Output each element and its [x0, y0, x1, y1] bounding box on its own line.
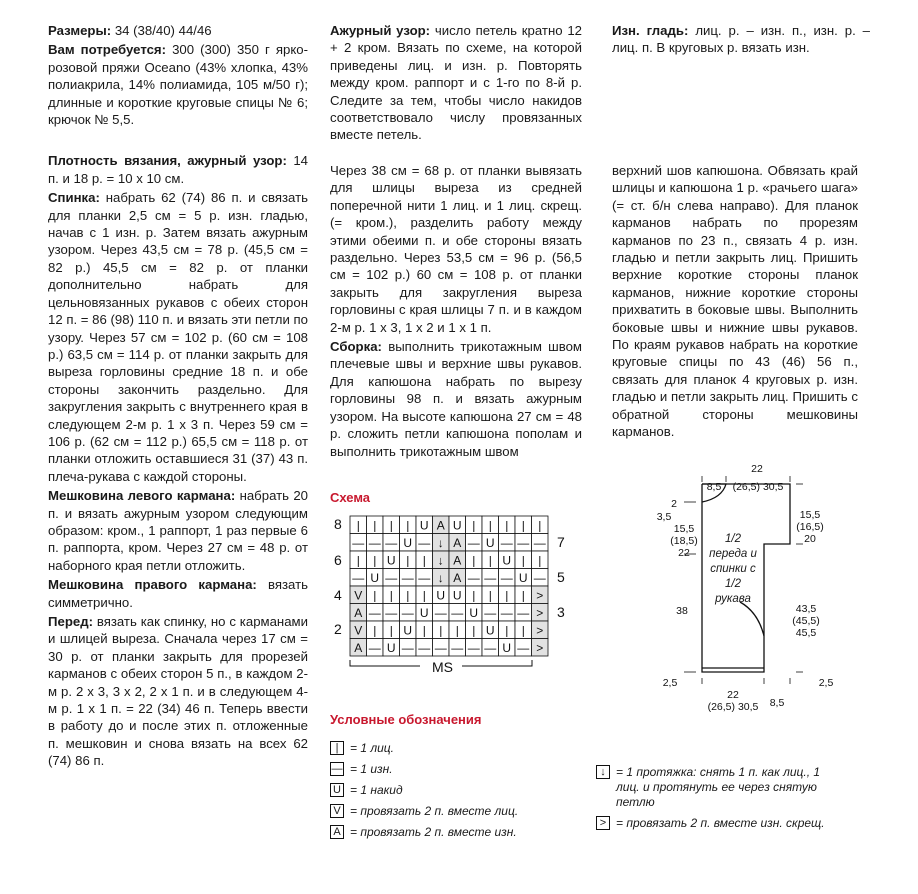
column-3-top: [612, 22, 870, 59]
chart-cell-symbol: U: [386, 553, 396, 568]
chart-cell-symbol: U: [403, 536, 413, 550]
column-1: [48, 22, 308, 772]
chart-cell-symbol: —: [385, 571, 398, 585]
chart-cell-symbol: —: [434, 641, 447, 655]
sizes-label: Размеры:: [48, 23, 112, 38]
sizes-paragraph: [48, 22, 308, 39]
chart-cell-symbol: |: [521, 623, 525, 638]
legend-p2tog-tbl: [596, 816, 825, 830]
legend-slip-pass-text: = 1 протяжка: снять 1 п. как лиц., 1 лиц. и протянуть ее через снятую петлю: [616, 765, 821, 809]
chart-cell-symbol: —: [517, 641, 530, 655]
assembly-paragraph: [330, 338, 582, 460]
row-number-6: 6: [334, 552, 342, 568]
chart-cell-symbol: U: [469, 606, 479, 620]
chart-cell-symbol: —: [451, 641, 464, 655]
chart-cell-symbol: |: [505, 588, 509, 603]
dim-left-2-5: 2,5: [662, 677, 678, 689]
chart-cell-symbol: |: [389, 518, 393, 533]
dim-left-22: 22: [678, 547, 690, 559]
chart-cell-symbol: A: [436, 518, 445, 533]
k2tog-symbol-icon: V: [330, 804, 344, 818]
chart-cell-symbol: —: [418, 641, 431, 655]
chart-cell-symbol: —: [385, 536, 398, 550]
row-number-5: 5: [557, 569, 565, 585]
chart-cell-symbol: |: [439, 623, 443, 638]
chart-cell-symbol: >: [536, 641, 544, 655]
dim-left-2: 2: [671, 498, 677, 510]
legend-knit-text: = 1 лиц.: [350, 741, 394, 755]
chart-cell-symbol: —: [368, 606, 381, 620]
chart-cell-symbol: A: [354, 641, 363, 655]
chart-cell-symbol: >: [536, 588, 544, 603]
finishing-paragraph: верхний шов капюшона. Обвязать край шлицы и капюшона 1 р. «рачьего шага» (= ст. б/н слева направо). Для планок карманов набрать по прорезям карманов по 23 п., связать 4 р. изн. гладью и петли закрыть лиц. Пришить верхние короткие стороны планок карманов, нижние короткие стороны прихватить в боковые швы. Выполнить боковые швы и нижние швы рукавов. По краям рукавов набрать на короткие круговые спицы по 43 (46) 56 п., связать для планок 4 круговых р. изн. гладью и петли закрыть лиц. Пришить с обратной стороны мешковины карманов.: [612, 163, 858, 440]
legend-knit: [330, 741, 394, 755]
chart-cell-symbol: U: [436, 588, 446, 603]
chart-cell-symbol: V: [354, 588, 363, 603]
chart-cell-symbol: |: [505, 623, 509, 638]
legend-purl-text: = 1 изн.: [350, 762, 393, 776]
chart-cell-symbol: —: [517, 536, 530, 550]
chart-cell-symbol: >: [536, 623, 544, 638]
back-paragraph: [48, 189, 308, 485]
chart-cell-symbol: U: [386, 641, 396, 655]
chart-cell-symbol: ↓: [437, 536, 444, 550]
chart-cell-symbol: U: [403, 623, 413, 638]
chart-cell-symbol: |: [488, 518, 492, 533]
chart-cell-symbol: ↓: [437, 571, 444, 585]
density-label: Плотность вязания, ажурный узор:: [48, 153, 287, 169]
chart-cell-symbol: |: [422, 623, 426, 638]
assembly-text: выполнить трикотажным швом плечевые швы и верхние швы рукавов. Для капюшона набрать по вырезу горловины 98 п. и вязать ажурным узором. На высоте капюшона 27 см = 48 р. сложить петли капюшона пополам и выполнить трикотажным швом: [330, 339, 583, 459]
row-number-8: 8: [334, 516, 342, 532]
chart-cell-symbol: |: [373, 588, 377, 603]
purl-symbol-icon: —: [331, 763, 343, 775]
chart-cell-symbol: U: [485, 536, 495, 550]
chart-cell-symbol: —: [484, 641, 497, 655]
purl-stitch-text: лиц. р. – изн. п., изн. р. – лиц. п. В круговых р. вязать изн.: [612, 23, 871, 56]
chart-row-numbers-right: [557, 534, 565, 620]
dim-right-20: 20: [804, 533, 816, 545]
dim-left-15-5: 15,5: [673, 523, 695, 535]
chart-cell-symbol: A: [453, 553, 462, 568]
chart-cell-symbol: —: [467, 536, 480, 550]
chart-cell-symbol: —: [385, 606, 398, 620]
column-2-middle: [330, 162, 582, 462]
dim-bottom-right: 8,5: [769, 697, 785, 709]
chart-cell-symbol: |: [488, 588, 492, 603]
row-number-4: 4: [334, 587, 342, 603]
chart-cell-symbol: U: [452, 588, 462, 603]
materials-paragraph: [48, 41, 308, 128]
chart-cell-symbol: U: [419, 518, 429, 533]
chart-cell-symbol: U: [452, 518, 462, 533]
chart-cell-symbol: —: [352, 536, 365, 550]
right-pocket-text: вязать симметрично.: [48, 577, 308, 610]
chart-cell-symbol: A: [453, 536, 462, 550]
purl-stitch-paragraph: [612, 22, 870, 57]
dim-left-38: 38: [676, 605, 688, 617]
back-text: набрать 62 (74) 86 п. и связать для планки 2,5 см = 5 р. изн. гладью, начав с 1 изн. р. Затем вязать ажурным узором. Через 43,5 см = 78 р. (45,5 см = 82 р.) 45,5 см = 82 р. от планки дополнительно набрать для цельновязанных рукавов с обеих сторон 12 п. = 86 (98) 110 п. и вязать эти петли по узору. Через 57 см = 102 р. (60 см = 108 р.) 63,5 см = 114 р. от планки закрыть для выреза горловины средние 18 п. и обе стороны закончить раздельно. Для закругления закрыть с внутреннего края в следующем 2-м р. 1 х 3 п. Через 59 см = 106 р. (62 см = 112 р.) 65,5 см = 118 р. от планки отложить оставшиеся 31 (37) 43 п. плеча-рукава с каждой стороны.: [48, 190, 308, 484]
dim-right-15-5: 15,5: [799, 509, 821, 521]
chart-cell-symbol: A: [453, 571, 462, 585]
dim-top-width: 22: [751, 463, 763, 475]
chart-cell-symbol: U: [419, 606, 429, 620]
chart-cell-symbol: >: [536, 606, 544, 620]
row-number-3: 3: [557, 604, 565, 620]
chart-cell-symbol: —: [352, 571, 365, 585]
chart-cell-symbol: —: [418, 536, 431, 550]
row-number-7: 7: [557, 534, 565, 550]
chart-cell-symbol: |: [406, 553, 410, 568]
chart-cell-symbol: |: [389, 623, 393, 638]
lace-text: число петель кратно 12 + 2 кром. Вязать по схеме, на которой приведены лиц. и изн. р. Повторять между кром. раппорт и с 1-го по 8-й р. Следите за тем, чтобы число накидов соответствовало числу провязанных вместе петель.: [330, 23, 582, 143]
back-label: Спинка:: [48, 190, 100, 206]
chart-cell-symbol: —: [401, 571, 414, 585]
yarn-over-symbol-icon: U: [330, 783, 344, 797]
page-cut-edge: [330, 0, 595, 8]
chart-cell-symbol: —: [500, 606, 513, 620]
chart-cell-symbol: —: [533, 536, 546, 550]
dim-right-43-5: 43,5: [795, 603, 817, 615]
chart-cell-symbol: |: [472, 623, 476, 638]
chart-cell-symbol: —: [467, 641, 480, 655]
chart-cell-symbol: U: [485, 623, 495, 638]
materials-label: Вам потребуется:: [48, 42, 167, 58]
pocket-curve: [740, 602, 764, 636]
lace-label: Ажурный узор:: [330, 23, 431, 38]
lace-paragraph: [330, 22, 582, 144]
chart-cell-symbol: —: [401, 606, 414, 620]
chart-cell-symbol: |: [373, 518, 377, 533]
schematic-center-label: 1/2 переда и спинки с 1/2 рукава: [709, 533, 757, 605]
chart-cell-symbol: |: [373, 623, 377, 638]
dim-right-45-5-alt: (45,5): [792, 615, 820, 627]
chart-cell-symbol: —: [418, 571, 431, 585]
column-2-top: [330, 22, 582, 146]
density-paragraph: [48, 152, 308, 187]
assembly-label: Сборка:: [330, 339, 382, 355]
chart-row-numbers-left: [334, 516, 342, 637]
legend-k2tog: [330, 804, 518, 818]
legend-yarn-over: [330, 783, 403, 797]
chart-cell-symbol: |: [521, 518, 525, 533]
chart-cell-symbol: U: [502, 553, 512, 568]
legend-slip-pass: [596, 765, 846, 810]
chart-cell-symbol: U: [502, 641, 512, 655]
legend-p2tog-text: = провязать 2 п. вместе изн.: [350, 825, 517, 839]
chart-cell-symbol: —: [500, 536, 513, 550]
chart-cell-symbol: |: [356, 553, 360, 568]
row-number-2: 2: [334, 621, 342, 637]
dim-right-16-5: (16,5): [796, 521, 824, 533]
left-pocket-text: набрать 20 п. и вязать ажурным узором следующим образом: кром., 1 раппорт, 1 раз первые 6 п. раппорта, кром. Через 27 см = 48 р. от наборного края петли отложить.: [48, 488, 308, 573]
scheme-title: Схема: [330, 490, 371, 505]
dim-bottom-width-sizes: (26,5) 30,5: [707, 701, 759, 713]
chart-cell-symbol: |: [488, 553, 492, 568]
dim-right-45-5: 45,5: [795, 627, 817, 639]
chart-grid: [350, 516, 548, 656]
chart-cell-symbol: A: [354, 606, 363, 620]
chart-cell-symbol: |: [472, 553, 476, 568]
chart-cell-symbol: —: [434, 606, 447, 620]
knitting-chart: [330, 510, 580, 685]
chart-cell-symbol: |: [406, 518, 410, 533]
chart-cell-symbol: |: [422, 553, 426, 568]
chart-cell-symbol: |: [406, 588, 410, 603]
chart-cell-symbol: |: [356, 518, 360, 533]
chart-cell-symbol: |: [538, 553, 542, 568]
chart-cell-symbol: |: [472, 518, 476, 533]
front-text: вязать как спинку, но с карманами и шлицей выреза. Сначала через 17 см = 30 р. от планки закрыть для прорезей карманов с обеих сторон 5 п., в каждом 2-м р. 2 х 3, 3 х 2, 2 х 1 п. и в следующем 4-м р. 1 х 1 п. = 22 (34) 46 п. Теперь ввести в работу до и после этих п. отложенные п. мешковин и снова вязать на всех 62 (74) 86 п.: [48, 614, 308, 769]
left-pocket-label: Мешковина левого кармана:: [48, 488, 236, 504]
legend-purl: [330, 762, 393, 776]
knit-symbol-icon: |: [330, 741, 344, 755]
right-pocket-paragraph: [48, 576, 308, 611]
chart-cell-symbol: V: [354, 623, 363, 638]
chart-cell-symbol: —: [451, 606, 464, 620]
chart-cell-symbol: —: [467, 571, 480, 585]
purl-stitch-label: Изн. гладь:: [612, 23, 689, 38]
ms-label: MS: [432, 659, 453, 675]
chart-cell-symbol: —: [368, 536, 381, 550]
dim-left-18-5: (18,5): [670, 535, 698, 547]
legend-p2tog-tbl-text: = провязать 2 п. вместе изн. скрещ.: [616, 816, 825, 830]
dim-left-3-5: 3,5: [656, 511, 672, 523]
chart-cell-symbol: —: [484, 571, 497, 585]
chart-cell-symbol: |: [389, 588, 393, 603]
chart-cell-symbol: —: [517, 606, 530, 620]
chart-cell-symbol: |: [521, 588, 525, 603]
front-paragraph: [48, 613, 308, 770]
left-pocket-paragraph: [48, 487, 308, 574]
chart-cell-symbol: |: [472, 588, 476, 603]
chart-cell-symbol: ↓: [437, 553, 444, 568]
chart-cell-symbol: —: [368, 641, 381, 655]
dim-top-left: 8,5: [706, 481, 722, 493]
slip-pass-symbol-icon: ↓: [596, 765, 610, 779]
legend-k2tog-text: = провязать 2 п. вместе лиц.: [350, 804, 519, 818]
legend-yarn-over-text: = 1 накид: [350, 783, 403, 797]
legend-title: Условные обозначения: [330, 712, 482, 727]
p2tog-symbol-icon: A: [330, 825, 344, 839]
chart-cell-symbol: |: [505, 518, 509, 533]
chart-cell-symbol: |: [521, 553, 525, 568]
chart-cell-symbol: U: [518, 571, 528, 585]
chart-cell-symbol: U: [370, 571, 380, 585]
dim-right-2-5: 2,5: [818, 677, 834, 689]
front-label: Перед:: [48, 614, 93, 629]
dim-top-width-sizes: (26,5) 30,5: [732, 481, 784, 493]
chart-cell-symbol: —: [500, 571, 513, 585]
legend-p2tog: [330, 825, 517, 839]
front-continued-paragraph: Через 38 см = 68 р. от планки вывязать для шлицы выреза из средней поперечной нити 1 лиц. и 1 лиц. скрещ. (= кром.), разделить работу между этими обеими п. и обе стороны вязать раздельно. Через 53,5 см = 96 р. (56,5 см = 102 р.) 60 см = 108 р. от планки закрыть для закругления выреза горловины с края шлицы 7 п. и в каждом 2-м р. 1 х 3, 1 х 2 и 1 х 1 п.: [330, 163, 582, 335]
chart-cell-symbol: |: [538, 518, 542, 533]
p2tog-tbl-symbol-icon: >: [596, 816, 610, 830]
density-text: 14 п. и 18 р. = 10 x 10 см.: [48, 153, 308, 186]
chart-cell-symbol: —: [484, 606, 497, 620]
chart-cell-symbol: —: [401, 641, 414, 655]
chart-cell-symbol: |: [373, 553, 377, 568]
sizes-text: 34 (38/40) 44/46: [114, 23, 212, 38]
materials-text: 300 (300) 350 г ярко-розовой пряжи Oceano (43% хлопка, 43% полиакрила, 14% полиамида, 105 м/50 г); длинные и короткие круговые спицы № 6; крючок № 5,5.: [48, 42, 308, 128]
chart-cell-symbol: |: [422, 588, 426, 603]
column-3-middle: [612, 162, 858, 443]
right-pocket-label: Мешковина правого кармана:: [48, 577, 257, 593]
chart-cell-symbol: |: [455, 623, 459, 638]
chart-cell-symbol: —: [533, 571, 546, 585]
dim-bottom-width: 22: [727, 689, 739, 701]
